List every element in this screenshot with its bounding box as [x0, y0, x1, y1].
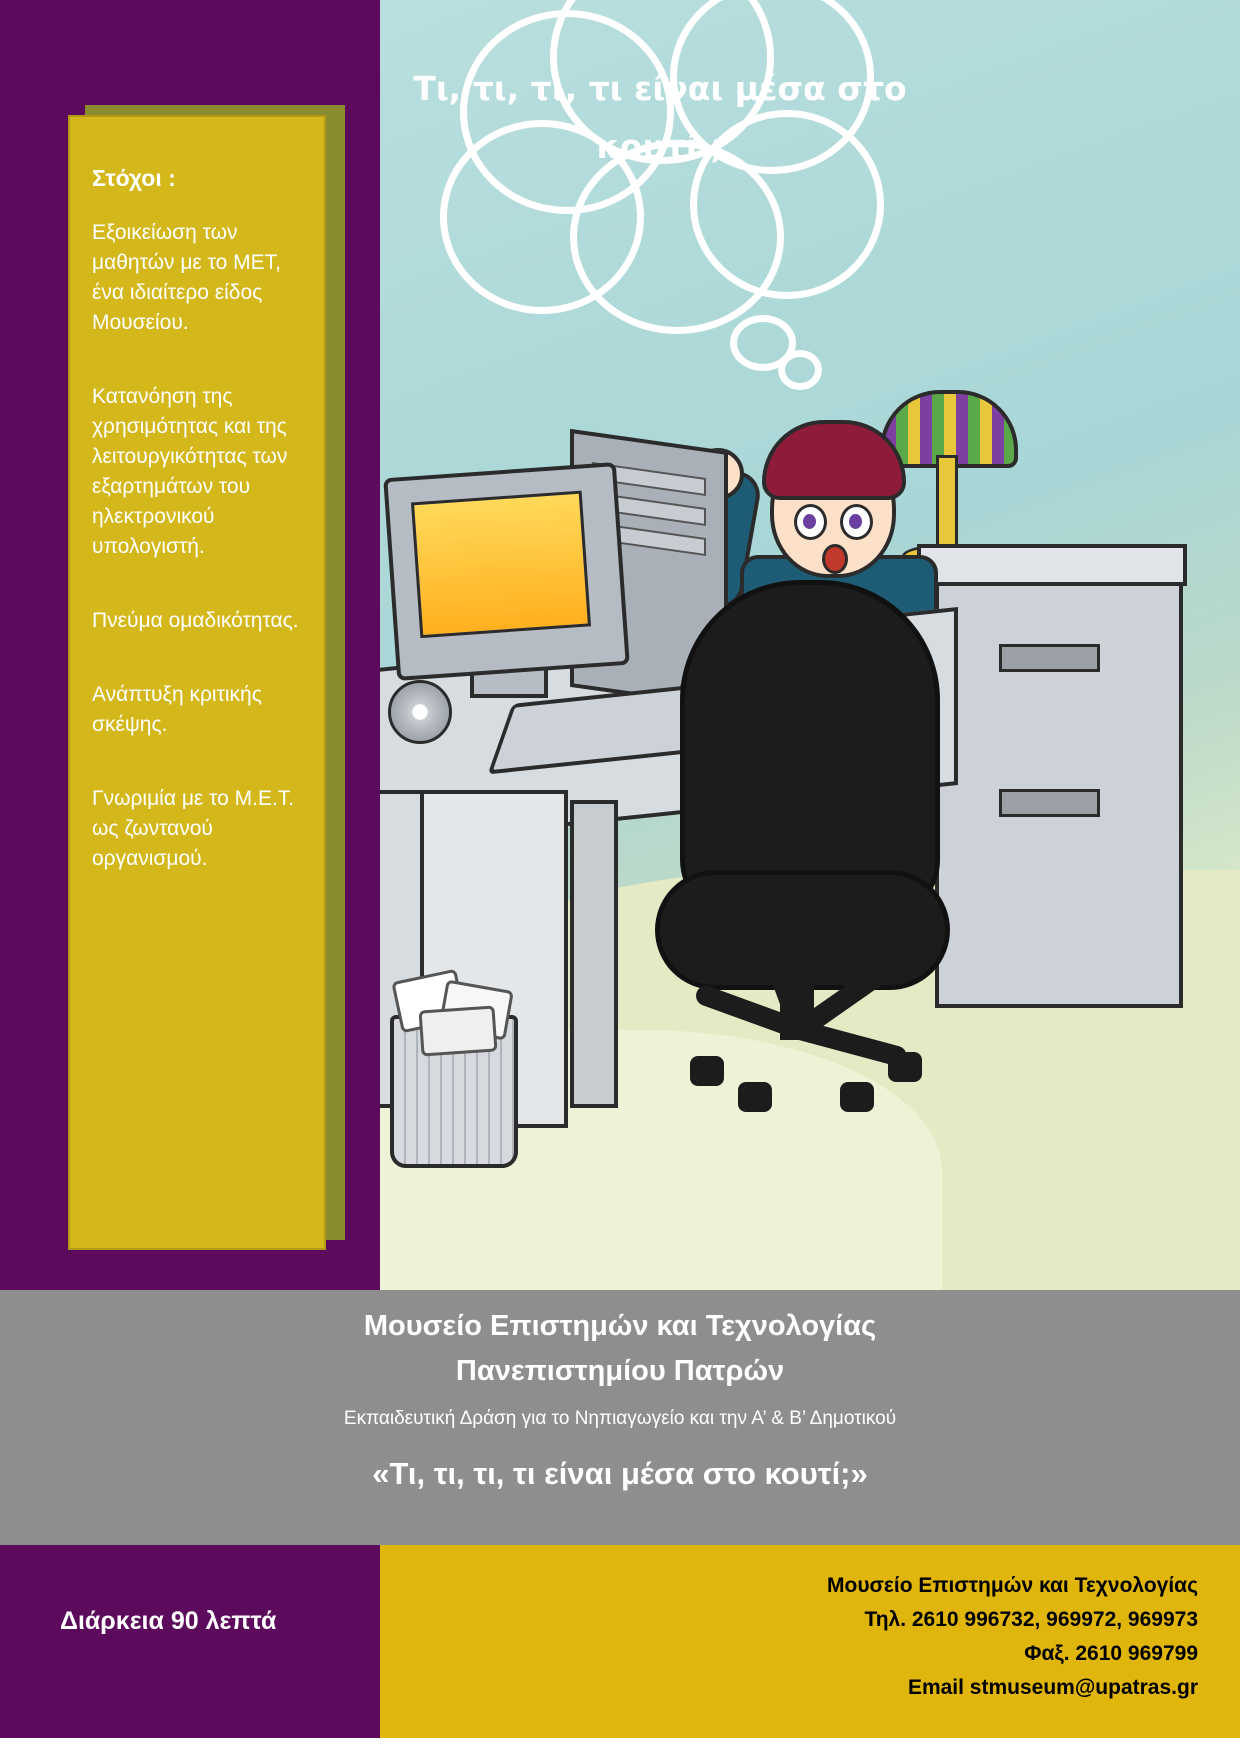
activity-subtitle: Εκπαιδευτική Δράση για το Νηπιαγωγείο και την Α’ & Β’ Δημοτικού — [343, 1408, 897, 1429]
goals-item: Εξοικείωση των μαθητών με το ΜΕΤ, ένα ιδιαίτερο είδος Μουσείου. — [92, 221, 281, 334]
goals-item: Γνωριμία με το Μ.Ε.Τ. ως ζωντανού οργανισμού. — [92, 787, 295, 870]
computer-monitor — [383, 462, 630, 681]
crumpled-paper-3 — [418, 1005, 497, 1056]
filing-cabinet — [935, 570, 1183, 1008]
footer-bar — [0, 1545, 1240, 1754]
thought-bubble — [400, 0, 920, 380]
cd-disc — [388, 680, 452, 744]
duration-label: Διάρκεια 90 λεπτά — [60, 1607, 277, 1635]
contact-line: Email stmuseum@upatras.gr — [907, 1676, 1198, 1699]
boy-mouth — [822, 544, 848, 574]
contact-line: Τηλ. 2610 996732, 969972, 969973 — [864, 1608, 1198, 1631]
cabinet-top — [917, 544, 1187, 586]
thought-bubble-text: Τι, τι, τι, τι είναι μέσα στο κουτί ; — [413, 69, 907, 166]
desk-leg-right — [570, 800, 618, 1108]
boy-eye-left — [794, 504, 827, 540]
museum-name-line2: Πανεπιστημίου Πατρών — [455, 1355, 785, 1387]
bottom-white-strip — [0, 1738, 1240, 1754]
footer-duration-panel — [0, 1545, 380, 1754]
lamp-pole — [936, 455, 958, 556]
office-chair-back — [680, 580, 940, 920]
goals-title: Στόχοι : — [92, 165, 176, 191]
cabinet-handle-lower — [999, 789, 1100, 817]
activity-title-quote: «Τι, τι, τι, τι είναι μέσα στο κουτί;» — [372, 1456, 868, 1491]
museum-title-band — [0, 1290, 1240, 1545]
monitor-screen — [411, 491, 591, 639]
boy-eye-right — [840, 504, 873, 540]
goals-item: Ανάπτυξη κριτικής σκέψης. — [92, 683, 262, 736]
goals-item: Πνεύμα ομαδικότητας. — [92, 609, 299, 632]
museum-name-line1: Μουσείο Επιστημών και Τεχνολογίας — [363, 1310, 877, 1342]
thought-bubble-tail-small — [778, 350, 822, 390]
goals-item: Κατανόηση της χρησιμότητας και της λειτουργικότητας των εξαρτημάτων του ηλεκτρονικού υπολογιστή. — [92, 385, 288, 558]
goals-box — [68, 115, 326, 1250]
cabinet-handle-upper — [999, 644, 1100, 672]
illustration-scene — [380, 0, 1240, 1290]
contact-line: Φαξ. 2610 969799 — [1024, 1642, 1198, 1665]
contact-line: Μουσείο Επιστημών και Τεχνολογίας — [827, 1574, 1198, 1597]
office-chair-legs — [690, 1020, 910, 1100]
footer-contact-panel — [380, 1545, 1240, 1754]
